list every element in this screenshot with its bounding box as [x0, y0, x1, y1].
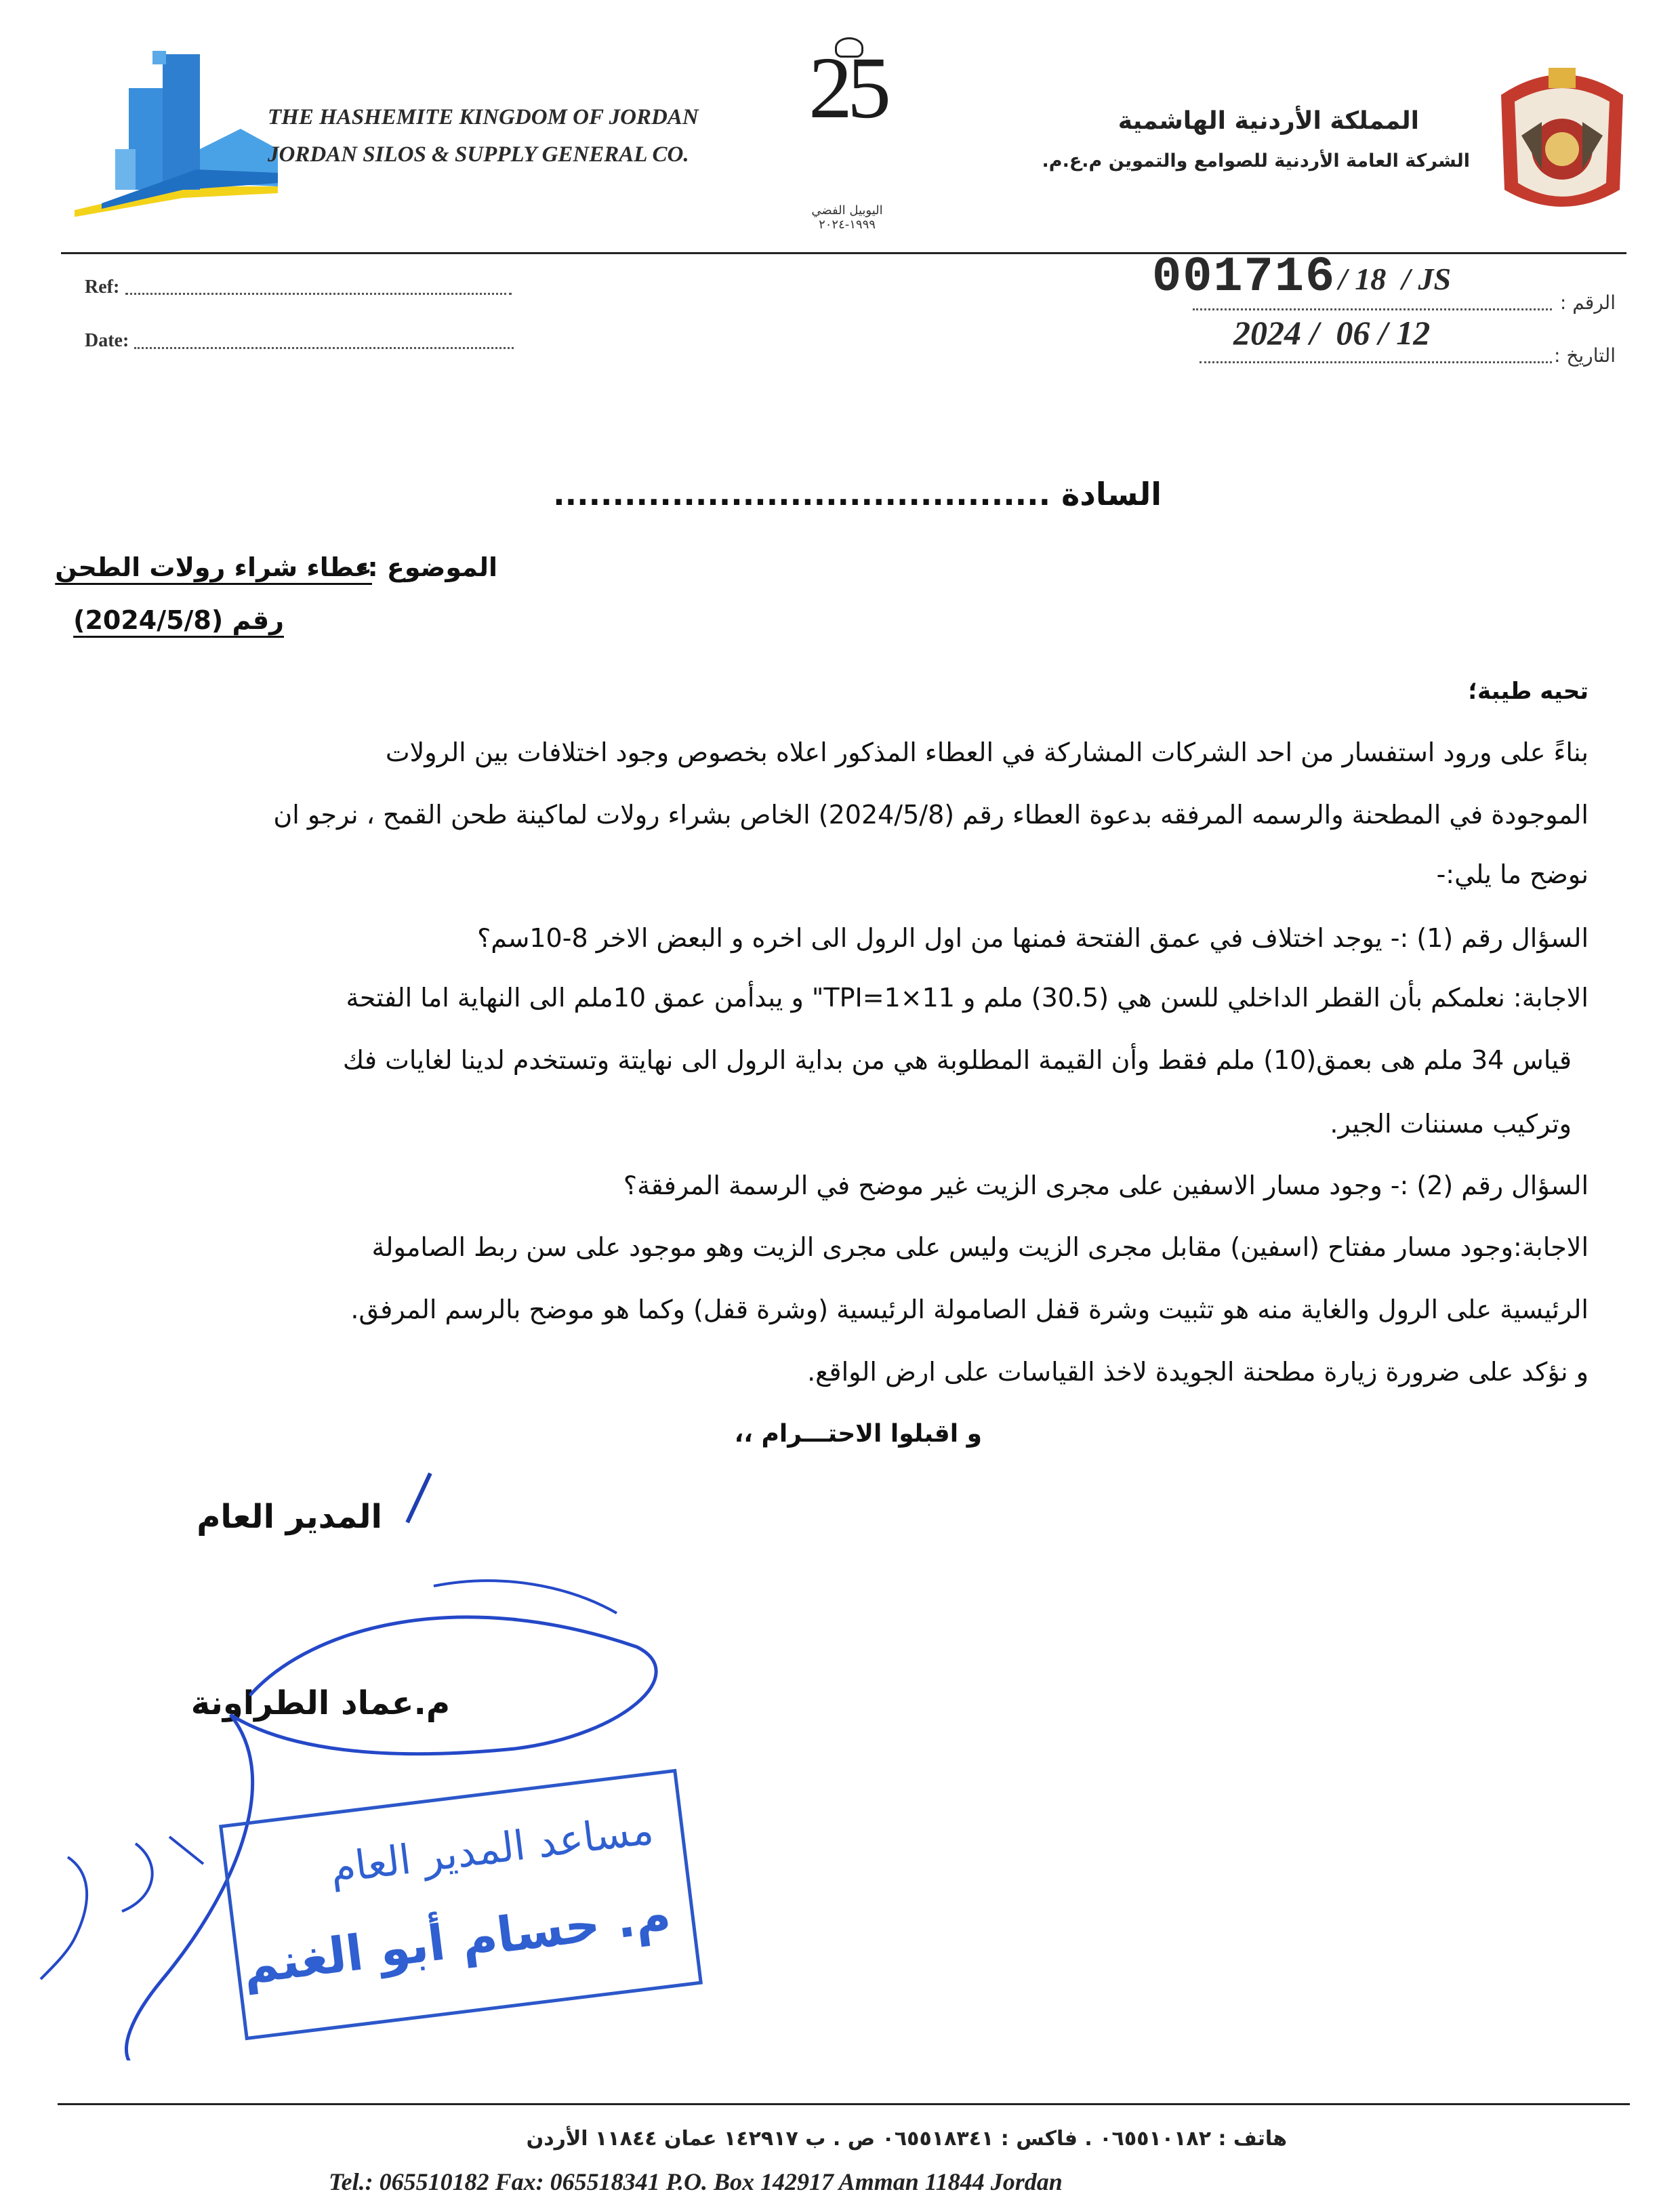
footer-arabic-contact: هاتف : ٠٦٥٥١٠١٨٢ . فاكس : ٠٦٥٥١٨٣٤١ ص . ب ١٤٢٩١٧ عمان ١١٨٤٤ الأردن: [526, 2127, 1287, 2151]
greeting: تحيه طيبة؛: [1468, 678, 1589, 705]
ref-label-ar: الرقم :: [1559, 291, 1616, 314]
answer-1-line: قياس 34 ملم هى بعمق(10) ملم فقط وأن القيمة المطلوبة هي من بداية الرول الى نهايتة وتستخدم لدينا لغايات فك: [342, 1045, 1572, 1075]
stamp-line-2: م. حسام أبو الغنم: [239, 1886, 674, 1995]
paragraph-line: نوضح ما يلي:-: [1436, 859, 1589, 889]
signature-tick-mark: [405, 1472, 432, 1523]
date-ar-dotted-line: [1200, 361, 1552, 363]
date-value: 2024 / 06 / 12: [1233, 314, 1431, 352]
ref-number: 001716: [1152, 249, 1336, 305]
jordan-coat-of-arms: [1494, 54, 1630, 230]
subject-title: عطاء شراء رولات الطحن: [55, 552, 372, 582]
footer-divider: [58, 2103, 1630, 2105]
ref-ar-dotted-line: [1193, 308, 1552, 310]
ref-suffix: / 18 / JS: [1338, 262, 1452, 296]
date-label: Date:: [85, 330, 129, 351]
salutation: السادة ..........................................: [553, 476, 1162, 512]
english-company-title: JORDAN SILOS & SUPPLY GENERAL CO.: [268, 142, 689, 167]
date-label-ar: التاريخ :: [1553, 344, 1616, 367]
date-dotted-line: [134, 347, 514, 349]
footer-english-contact: Tel.: 065510182 Fax: 065518341 P.O. Box 142917 Amman 11844 Jordan: [329, 2168, 1063, 2195]
question-1: السؤال رقم (1) :- يوجد اختلاف في عمق الفتحة فمنها من اول الرول الى اخره و البعض الاخر 8-10سم؟: [477, 923, 1589, 953]
arabic-company-title: الشركة العامة الأردنية للصوامع والتموين م.ع.م.: [1042, 150, 1470, 171]
stamp-line-1: مساعد المدير العام: [327, 1806, 656, 1893]
answer-1-line: وتركيب مسننات الجير.: [1330, 1109, 1572, 1139]
answer-1-line: الاجابة: نعلمكم بأن القطر الداخلي للسن هي (30.5) ملم و TPI=1×11" و يبدأمن عمق 10ملم الى النهاية اما الفتحة: [346, 983, 1589, 1013]
company-logo: [75, 47, 278, 217]
question-2: السؤال رقم (2) :- وجود مسار الاسفين على مجرى الزيت غير موضح في الرسمة المرفقة؟: [623, 1171, 1589, 1200]
ref-dotted-line: [125, 293, 512, 295]
closing-note: و نؤكد على ضرورة زيارة مطحنة الجويدة لاخذ القياسات على ارض الواقع.: [807, 1357, 1589, 1387]
answer-2-line: الاجابة:وجود مسار مفتاح (اسفين) مقابل مجرى الزيت وليس على مجرى الزيت وهو موجود على سن ربط الصامولة: [371, 1232, 1589, 1262]
jubilee-emblem: [800, 37, 895, 234]
signatory-title: المدير العام: [197, 1498, 382, 1536]
ref-label: Ref:: [85, 277, 120, 298]
subject-number: رقم (2024/5/8): [73, 605, 284, 635]
answer-2-line: الرئيسية على الرول والغاية منه هو تثبيت وشرة قفل الصامولة الرئيسية (وشرة قفل) وكما هو موضح بالرسم المرفق.: [350, 1295, 1589, 1324]
paragraph-line: الموجودة في المطحنة والرسمه المرفقه بدعوة العطاء رقم (2024/5/8) الخاص بشراء رولات لماكينة طحن القمح ، نرجو ان: [273, 800, 1589, 830]
signatory-name: م.عماد الطراونة: [190, 1684, 450, 1722]
jubilee-number: 25: [808, 39, 886, 137]
subject-label: الموضوع :-: [356, 552, 497, 582]
regards: و اقبلوا الاحتـــرام ،،: [734, 1420, 982, 1448]
arabic-kingdom-title: المملكة الأردنية الهاشمية: [1118, 107, 1419, 135]
jubilee-caption: اليوبيل الفضي ١٩٩٩-٢٠٢٤: [811, 203, 883, 232]
english-kingdom-title: THE HASHEMITE KINGDOM OF JORDAN: [268, 105, 699, 129]
paragraph-line: بناءً على ورود استفسار من احد الشركات المشاركة في العطاء المذكور اعلاه بخصوص وجود اختلافات بين الرولات: [385, 737, 1589, 767]
header-divider: [61, 252, 1626, 254]
